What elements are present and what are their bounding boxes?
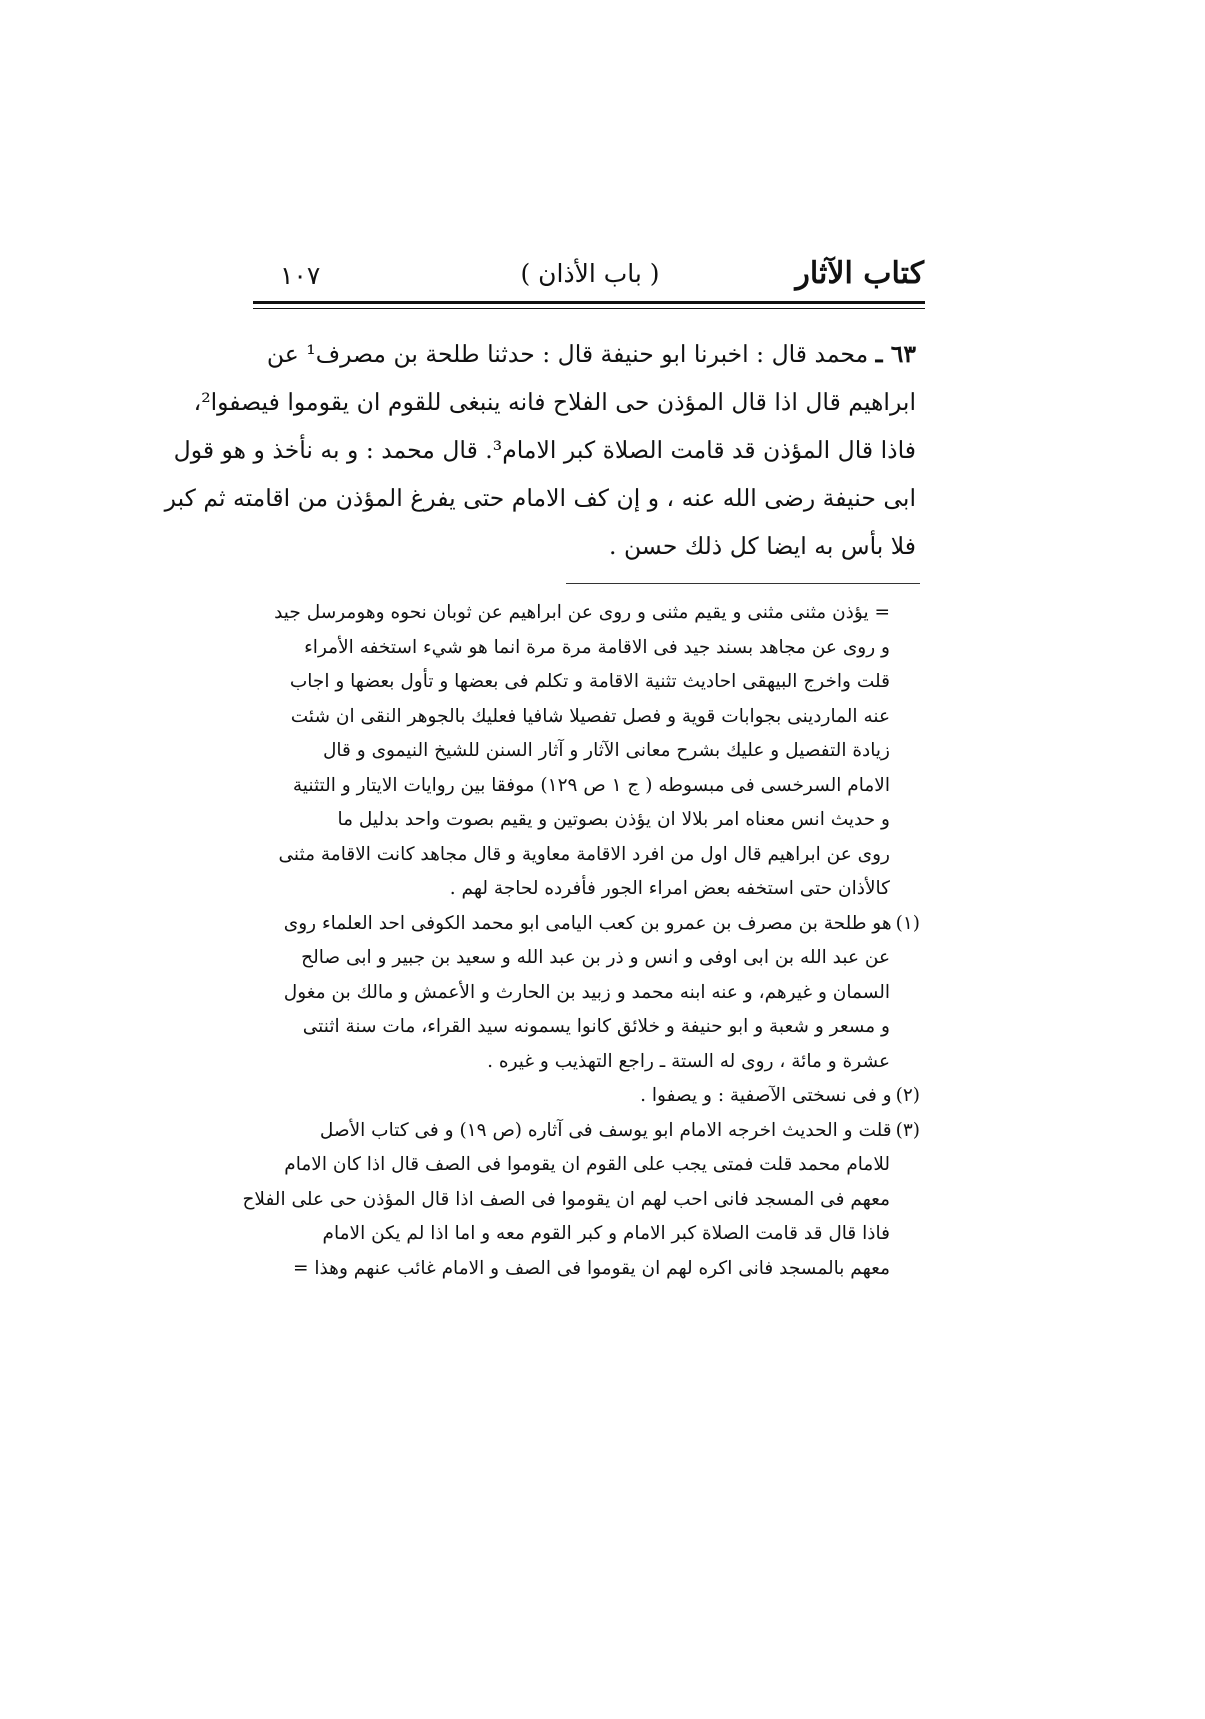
footnote-continuation-line: عنه الماردينى بجوابات قوية و فصل تفصيلا شافيا فعليك بالجوهر النقى ان شئت [290,705,890,727]
footnote-3-text: قلت و الحديث اخرجه الامام ابو يوسف فى آثاره (ص ١٩) و فى كتاب الأصل [319,1119,892,1141]
chapter-title: ( باب الأذان ) [520,259,660,288]
footnote-3-line [264,1114,920,1149]
footnote-continuation-line: زيادة التفصيل و عليك بشرح معانى الآثار و آثار السنن للشيخ النيموى و قال [322,740,890,761]
footnote-1-line: و مسعر و شعبة و ابو حنيفة و خلائق كانوا يسمونه سيد القراء، مات سنة اثنتى [302,1016,890,1037]
main-line [266,330,916,378]
footnote-continuation-line: و روى عن مجاهد بسند جيد فى الاقامة مرة مرة انما هو شيء استخفه الأمراء [304,636,890,658]
main-line: فلا بأس به ايضا كل ذلك حسن . [609,532,916,560]
main-text [164,330,916,570]
header-rule-thick [253,301,925,304]
footnote-2-text: و فى نسختى الآصفية : و يصفوا . [640,1085,892,1106]
footnote-3-line: معهم بالمسجد فانى اكره لهم ان يقوموا فى الصف و الامام غائب عنهم وهذا = [292,1257,890,1279]
footnote-3-line: فاذا قال قد قامت الصلاة كبر الامام و كبر القوم معه و اما اذا لم يكن الامام [322,1223,890,1244]
main-line: ابراهيم قال اذا قال المؤذن حى الفلاح فانه ينبغى للقوم ان يقوموا فيصفوا²، [193,388,916,416]
book-title: كتاب الآثار [795,256,924,291]
footnote-continuation-line: = يؤذن مثنى مثنى و يقيم مثنى و روى عن ابراهيم عن ثوبان نحوه وهومرسل جيد [274,602,890,623]
footnote-2-marker: (٢) [895,1085,920,1106]
footnote-1-marker: (١) [895,912,920,934]
footnote-continuation-line: و حديث انس معناه امر بلالا ان يؤذن بصوتين و يقيم بصوت واحد بدليل ما [337,809,890,830]
footnote-separator [566,583,920,584]
footnote-1-line: عن عبد الله بن ابى اوفى و انس و ذر بن عبد الله و سعيد بن جبير و ابى صالح [301,947,890,968]
footnote-continuation-line: روى عن ابراهيم قال اول من افرد الاقامة معاوية و قال مجاهد كانت الاقامة مثنى [278,843,890,865]
footnote-continuation-line: قلت واخرج البيهقى احاديث تثنية الاقامة و تكلم فى بعضها و تأول بعضها و اجاب [289,671,890,692]
header-rule-thin [253,308,925,309]
main-line: فاذا قال المؤذن قد قامت الصلاة كبر الامام³. قال محمد : و به نأخذ و هو قول [173,436,916,464]
main-line: ابى حنيفة رضى الله عنه ، و إن كف الامام حتى يفرغ المؤذن من اقامته ثم كبر [164,484,916,512]
main-line-text: محمد قال : اخبرنا ابو حنيفة قال : حدثنا طلحة بن مصرف¹ عن [266,340,869,368]
footnote-1-line [264,907,920,942]
footnote-1-line: عشرة و مائة ، روى له الستة ـ راجع التهذيب و غيره . [487,1050,890,1072]
running-header [256,252,924,296]
footnote-3-line: للامام محمد قلت فمتى يجب على القوم ان يقوموا فى الصف قال اذا كان الامام [284,1154,890,1175]
footnote-continuation-line: كالأذان حتى استخفه بعض امراء الجور فأفرده لحاجة لهم . [449,878,890,899]
footnote-2-line [264,1079,920,1114]
footnotes [242,596,920,1286]
page-number: ١٠٧ [280,261,321,290]
footnote-1-text: هو طلحة بن مصرف بن عمرو بن كعب اليامى ابو محمد الكوفى احد العلماء روى [283,912,892,934]
footnote-1-line: السمان و غيرهم، و عنه ابنه محمد و زبيد بن الحارث و الأعمش و مالك بن مغول [283,981,890,1003]
footnote-3-marker: (٣) [895,1119,920,1141]
footnote-continuation-line: الامام السرخسى فى مبسوطه ( ج ١ ص ١٢٩) موفقا بين روايات الايتار و التثنية [292,774,890,796]
footnote-3-line: معهم فى المسجد فانى احب لهم ان يقوموا فى الصف اذا قال المؤذن حى على الفلاح [242,1188,890,1210]
hadith-number: ٦٣ ـ [875,340,916,368]
